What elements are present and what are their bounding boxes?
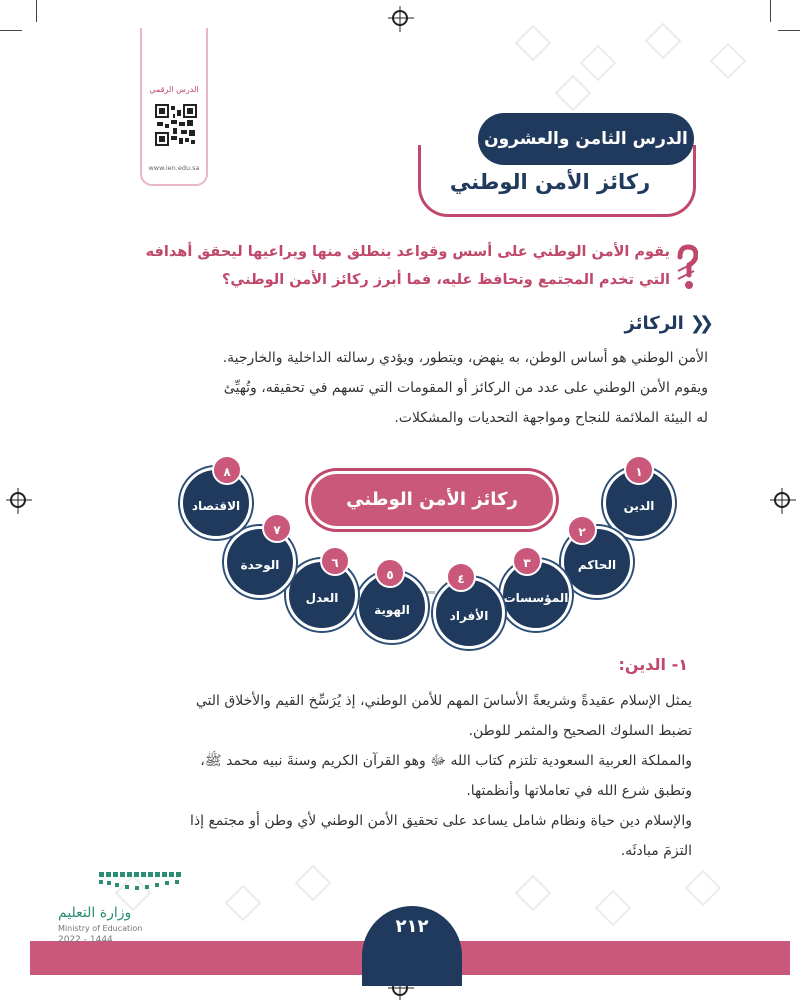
pillar-node-4: الأفراد bbox=[433, 577, 505, 649]
pillar-badge-5: ٥ bbox=[375, 558, 405, 588]
pillar-node-7: الوحدة bbox=[224, 526, 296, 598]
paragraph: ويقوم الأمن الوطني على عدد من الركائز أو المقومات التي تسهم في تحقيقه، وتُهيِّئ bbox=[223, 380, 708, 396]
pillar-badge-6: ٦ bbox=[320, 546, 350, 576]
digital-lesson-url[interactable]: www.ien.edu.sa bbox=[148, 164, 200, 172]
ministry-logo-icon bbox=[95, 868, 185, 898]
religion-line: يمثل الإسلام عقيدةً وشريعةً الأساسَ المهم للأمن الوطني، إذ يُرَسِّخ القيم والأخلاق التي bbox=[195, 693, 692, 709]
digital-lesson-label: الدرس الرقمي bbox=[149, 85, 199, 94]
pillar-badge-1: ١ bbox=[624, 455, 654, 485]
section-title: الركائز bbox=[624, 313, 684, 334]
intro-question: يقوم الأمن الوطني على أسس وقواعد ينطلق منها ويراعيها ليحقق أهدافه التي تخدم المجتمع وتحافظ عليه، فما أبرز ركائز الأمن الوطني؟ bbox=[145, 244, 670, 288]
ministry-name-ar: وزارة التعليم bbox=[58, 905, 132, 921]
religion-line: والإسلام دين حياة ونظام شامل يساعد على تحقيق الأمن الوطني لأي وطن أو مجتمع إذا bbox=[190, 813, 692, 829]
pillar-badge-2: ٢ bbox=[567, 515, 597, 545]
pillar-node-8: الاقتصاد bbox=[180, 467, 252, 539]
diagram-center: ركائز الأمن الوطني bbox=[308, 471, 556, 529]
pillar-node-1: الدين bbox=[603, 467, 675, 539]
pillar-badge-8: ٨ bbox=[212, 455, 242, 485]
pillar-badge-3: ٣ bbox=[512, 546, 542, 576]
pillar-node-2: الحاكم bbox=[561, 526, 633, 598]
double-chevron-icon: ❮❮ bbox=[689, 313, 708, 334]
lesson-number-title: الدرس الثامن والعشرون bbox=[484, 129, 688, 149]
page-number: ٢١٢ bbox=[362, 906, 462, 986]
ministry-name-en: Ministry of Education bbox=[58, 924, 143, 933]
lesson-title: ركائز الأمن الوطني bbox=[449, 170, 651, 194]
religion-line: تضبط السلوك الصحيح والمثمر للوطن. bbox=[468, 723, 692, 739]
pillar-node-5: الهوية bbox=[356, 571, 428, 643]
edition-year: 2022 - 1444 bbox=[58, 935, 113, 945]
pillar-node-6: العدل bbox=[286, 559, 358, 631]
pillar-badge-7: ٧ bbox=[262, 513, 292, 543]
religion-line: التزمَ مبادئَه. bbox=[620, 843, 692, 859]
pillar-node-3: المؤسسات bbox=[500, 559, 572, 631]
religion-heading: ١- الدين: bbox=[618, 655, 688, 674]
paragraph: الأمن الوطني هو أساس الوطن، به ينهض، ويتطور، ويؤدي رسالته الداخلية والخارجية. bbox=[222, 350, 708, 366]
pillar-badge-4: ٤ bbox=[446, 562, 476, 592]
religion-line: وتطبق شرع الله في تعاملاتها وأنظمتها. bbox=[466, 783, 692, 799]
religion-line: والمملكة العربية السعودية تلتزم كتاب الله ﷻ وهو القرآن الكريم وسنةَ نبيه محمد ﷺ، bbox=[200, 753, 692, 769]
paragraph: له البيئة الملائمة للنجاح ومواجهة التحديات والمشكلات. bbox=[394, 410, 708, 426]
